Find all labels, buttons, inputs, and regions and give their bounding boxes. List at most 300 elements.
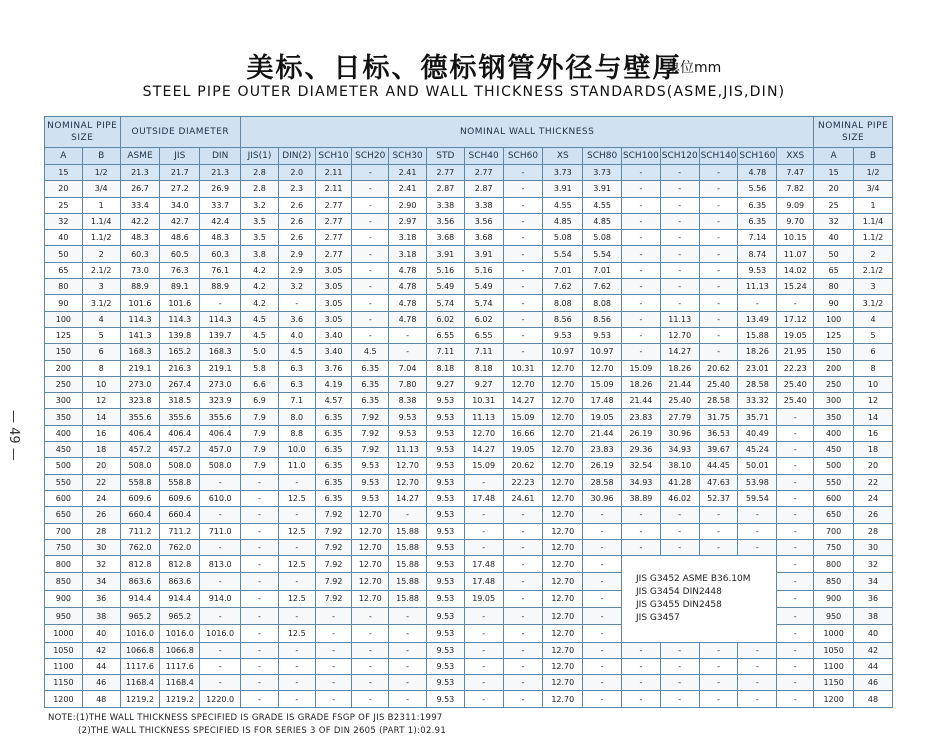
- table-cell: 267.4: [160, 376, 200, 392]
- table-cell: -: [315, 675, 352, 691]
- table-cell: -: [622, 344, 661, 360]
- table-cell: 21.44: [622, 393, 661, 409]
- table-cell: -: [503, 213, 543, 229]
- table-cell: 8: [854, 360, 893, 376]
- table-cell: 28: [82, 523, 120, 539]
- table-cell: -: [200, 642, 241, 658]
- table-cell: 300: [814, 393, 854, 409]
- table-cell: 44: [82, 658, 120, 674]
- table-cell: 139.7: [200, 327, 241, 343]
- table-cell: 12.5: [278, 523, 315, 539]
- table-cell: 60.5: [160, 246, 200, 262]
- table-cell: -: [583, 691, 622, 708]
- table-cell: 12.70: [464, 425, 503, 441]
- table-cell: -: [241, 642, 279, 658]
- table-cell: 800: [45, 556, 83, 573]
- table-cell: -: [389, 607, 427, 624]
- table-cell: 355.6: [160, 409, 200, 425]
- table-cell: 3.18: [389, 230, 427, 246]
- table-cell: 3.2: [241, 197, 279, 213]
- table-cell: -: [200, 607, 241, 624]
- table-cell: -: [660, 642, 699, 658]
- table-cell: 11.13: [738, 279, 777, 295]
- table-cell: 12.70: [543, 642, 583, 658]
- table-cell: -: [352, 213, 389, 229]
- table-cell: 26.9: [200, 181, 241, 197]
- table-cell: -: [503, 197, 543, 213]
- table-cell: 46: [854, 675, 893, 691]
- table-cell: 7.62: [543, 279, 583, 295]
- table-cell: 20.62: [699, 360, 738, 376]
- table-cell: 558.8: [160, 474, 200, 490]
- table-cell: -: [352, 197, 389, 213]
- table-cell: 25.40: [699, 376, 738, 392]
- table-cell: -: [503, 230, 543, 246]
- table-cell: 1050: [814, 642, 854, 658]
- table-cell: 34.93: [660, 442, 699, 458]
- table-cell: 9.53: [738, 262, 777, 278]
- table-cell: 3: [854, 279, 893, 295]
- table-cell: 8.18: [426, 360, 464, 376]
- table-cell: -: [241, 490, 279, 506]
- table-cell: 125: [814, 327, 854, 343]
- table-cell: 21.7: [160, 165, 200, 181]
- table-cell: -: [660, 181, 699, 197]
- table-row: [45, 507, 893, 523]
- table-cell: 38.89: [622, 490, 661, 506]
- table-cell: 2.0: [278, 165, 315, 181]
- table-cell: -: [200, 539, 241, 555]
- table-cell: 4.19: [315, 376, 352, 392]
- table-cell: 750: [814, 539, 854, 555]
- footnote-2: (2)THE WALL THICKNESS SPECIFIED IS FOR SERIES 3 OF DIN 2605 (PART 1):02.91: [78, 726, 447, 736]
- header-nominal-pipe-size-left: NOMINAL PIPE SIZE: [45, 117, 121, 148]
- table-cell: 14: [854, 409, 893, 425]
- table-cell: -: [315, 658, 352, 674]
- table-cell: -: [777, 539, 814, 555]
- column-header: A: [814, 148, 854, 165]
- table-cell: 12.70: [543, 474, 583, 490]
- table-row: [45, 376, 893, 392]
- table-cell: -: [352, 165, 389, 181]
- table-cell: -: [278, 607, 315, 624]
- table-cell: 21.3: [120, 165, 160, 181]
- table-cell: 16: [82, 425, 120, 441]
- standard-line: JIS G3452 ASME B36.10M: [636, 573, 751, 584]
- table-cell: -: [464, 625, 503, 642]
- table-cell: -: [738, 295, 777, 311]
- table-row: [45, 556, 893, 573]
- table-cell: -: [660, 262, 699, 278]
- table-cell: 32.54: [622, 458, 661, 474]
- table-cell: -: [777, 607, 814, 624]
- table-cell: 12.70: [543, 590, 583, 607]
- table-cell: 508.0: [120, 458, 160, 474]
- table-cell: -: [352, 675, 389, 691]
- table-cell: -: [583, 556, 622, 573]
- table-cell: -: [622, 246, 661, 262]
- table-cell: 355.6: [200, 409, 241, 425]
- table-row: [45, 658, 893, 674]
- table-cell: 609.6: [160, 490, 200, 506]
- table-cell: -: [699, 311, 738, 327]
- table-cell: 7.92: [315, 539, 352, 555]
- table-cell: 15.88: [389, 573, 427, 590]
- table-cell: -: [777, 556, 814, 573]
- table-cell: -: [278, 573, 315, 590]
- table-cell: 9.53: [426, 642, 464, 658]
- table-cell: 457.2: [160, 442, 200, 458]
- page-title-cn: 美标、日标、德标钢管外径与壁厚: [246, 53, 682, 84]
- table-cell: 42.4: [200, 213, 241, 229]
- table-cell: 6.35: [352, 360, 389, 376]
- table-cell: 7.9: [241, 409, 279, 425]
- table-row: [45, 425, 893, 441]
- table-cell: -: [352, 642, 389, 658]
- table-cell: 76.3: [160, 262, 200, 278]
- table-cell: 300: [45, 393, 83, 409]
- standards-box: [622, 556, 777, 642]
- table-cell: -: [699, 507, 738, 523]
- table-cell: -: [777, 691, 814, 708]
- table-cell: -: [777, 409, 814, 425]
- table-cell: 21.44: [583, 425, 622, 441]
- table-cell: 7.92: [315, 556, 352, 573]
- table-cell: 965.2: [160, 607, 200, 624]
- table-cell: 15.24: [777, 279, 814, 295]
- table-cell: -: [777, 625, 814, 642]
- table-cell: 32: [854, 556, 893, 573]
- table-cell: -: [503, 295, 543, 311]
- table-cell: -: [622, 675, 661, 691]
- standard-line: JIS G3455 DIN2458: [636, 599, 722, 610]
- table-cell: 750: [45, 539, 83, 555]
- table-cell: 4.85: [543, 213, 583, 229]
- table-cell: 12.70: [543, 625, 583, 642]
- table-cell: 48.3: [200, 230, 241, 246]
- table-cell: 2: [82, 246, 120, 262]
- table-cell: -: [622, 295, 661, 311]
- table-cell: -: [777, 642, 814, 658]
- column-header: SCH140: [699, 148, 738, 165]
- table-cell: 1200: [45, 691, 83, 708]
- table-cell: 406.4: [200, 425, 241, 441]
- column-header: SCH40: [464, 148, 503, 165]
- table-cell: 400: [814, 425, 854, 441]
- column-header: SCH160: [738, 148, 777, 165]
- table-cell: 14.27: [503, 393, 543, 409]
- table-cell: 9.27: [464, 376, 503, 392]
- table-cell: 3/4: [82, 181, 120, 197]
- table-cell: 1100: [45, 658, 83, 674]
- table-cell: 125: [45, 327, 83, 343]
- table-cell: 7.82: [777, 181, 814, 197]
- column-header: SCH20: [352, 148, 389, 165]
- table-cell: 50: [45, 246, 83, 262]
- table-cell: 863.6: [120, 573, 160, 590]
- table-cell: 14.27: [389, 490, 427, 506]
- table-cell: 650: [45, 507, 83, 523]
- table-cell: -: [503, 507, 543, 523]
- table-cell: -: [503, 181, 543, 197]
- table-cell: 812.8: [120, 556, 160, 573]
- table-cell: 14.02: [777, 262, 814, 278]
- table-cell: 9.53: [426, 556, 464, 573]
- table-cell: 2.77: [464, 165, 503, 181]
- table-cell: 762.0: [120, 539, 160, 555]
- table-cell: -: [389, 658, 427, 674]
- table-cell: -: [622, 691, 661, 708]
- table-cell: 9.53: [426, 539, 464, 555]
- table-cell: 31.75: [699, 409, 738, 425]
- table-cell: 100: [45, 311, 83, 327]
- table-row: [45, 197, 893, 213]
- table-cell: 12.70: [503, 376, 543, 392]
- table-cell: 216.3: [160, 360, 200, 376]
- table-cell: -: [699, 539, 738, 555]
- table-cell: 350: [814, 409, 854, 425]
- table-cell: 7.11: [464, 344, 503, 360]
- table-cell: -: [583, 675, 622, 691]
- table-cell: 450: [814, 442, 854, 458]
- table-cell: 250: [814, 376, 854, 392]
- table-cell: 38: [82, 607, 120, 624]
- table-cell: 6.35: [315, 442, 352, 458]
- table-cell: 2.11: [315, 181, 352, 197]
- table-cell: 1150: [45, 675, 83, 691]
- table-cell: 355.6: [120, 409, 160, 425]
- table-cell: 7.92: [315, 507, 352, 523]
- table-cell: 700: [814, 523, 854, 539]
- table-cell: -: [389, 344, 427, 360]
- table-cell: 7.92: [352, 409, 389, 425]
- table-cell: 1.1/2: [854, 230, 893, 246]
- table-cell: 1/2: [82, 165, 120, 181]
- column-header: SCH60: [503, 148, 543, 165]
- table-cell: 900: [45, 590, 83, 607]
- table-cell: 18.26: [738, 344, 777, 360]
- table-cell: 6.35: [315, 409, 352, 425]
- table-cell: 23.83: [622, 409, 661, 425]
- table-cell: 2.41: [389, 165, 427, 181]
- table-cell: 14: [82, 409, 120, 425]
- table-cell: 12.70: [543, 376, 583, 392]
- table-cell: 1100: [814, 658, 854, 674]
- table-cell: 3.91: [583, 181, 622, 197]
- table-cell: -: [464, 539, 503, 555]
- footnote-1: NOTE:(1)THE WALL THICKNESS SPECIFIED IS GRADE IS GRADE FSGP OF JIS B2311:1997: [48, 713, 443, 723]
- table-cell: 53.98: [738, 474, 777, 490]
- table-cell: 6.35: [315, 474, 352, 490]
- table-cell: -: [583, 607, 622, 624]
- table-cell: 250: [45, 376, 83, 392]
- table-cell: 9.53: [389, 409, 427, 425]
- table-cell: 914.0: [200, 590, 241, 607]
- table-cell: 2.87: [426, 181, 464, 197]
- table-cell: 5.74: [464, 295, 503, 311]
- table-cell: 100: [814, 311, 854, 327]
- column-header: DIN: [200, 148, 241, 165]
- table-cell: 7.80: [389, 376, 427, 392]
- table-row: [45, 295, 893, 311]
- table-cell: -: [352, 246, 389, 262]
- table-cell: 5.49: [464, 279, 503, 295]
- table-cell: 35.71: [738, 409, 777, 425]
- table-cell: 15.88: [389, 590, 427, 607]
- table-row: [45, 262, 893, 278]
- table-cell: 1168.4: [160, 675, 200, 691]
- table-cell: 558.8: [120, 474, 160, 490]
- table-cell: 15.09: [622, 360, 661, 376]
- table-cell: 711.2: [160, 523, 200, 539]
- table-cell: 1066.8: [160, 642, 200, 658]
- table-cell: 13.49: [738, 311, 777, 327]
- table-cell: -: [622, 507, 661, 523]
- table-cell: -: [389, 327, 427, 343]
- table-cell: -: [200, 295, 241, 311]
- table-row: [45, 393, 893, 409]
- table-cell: -: [699, 197, 738, 213]
- table-cell: -: [464, 523, 503, 539]
- table-cell: 21.95: [777, 344, 814, 360]
- table-row: [45, 474, 893, 490]
- table-cell: -: [464, 607, 503, 624]
- table-cell: 26.19: [583, 458, 622, 474]
- table-cell: 42: [82, 642, 120, 658]
- table-cell: 19.05: [583, 409, 622, 425]
- table-cell: 90: [45, 295, 83, 311]
- table-cell: -: [738, 507, 777, 523]
- table-cell: 23.83: [583, 442, 622, 458]
- table-cell: -: [503, 327, 543, 343]
- table-cell: 12.70: [352, 539, 389, 555]
- table-cell: 40: [814, 230, 854, 246]
- table-cell: 3.38: [426, 197, 464, 213]
- table-cell: 800: [814, 556, 854, 573]
- table-row: [45, 230, 893, 246]
- table-cell: 15.09: [503, 409, 543, 425]
- table-cell: 12.5: [278, 590, 315, 607]
- table-cell: 500: [814, 458, 854, 474]
- table-cell: 6.55: [426, 327, 464, 343]
- table-cell: 1.1/2: [82, 230, 120, 246]
- table-cell: 1219.2: [120, 691, 160, 708]
- table-cell: 4.78: [738, 165, 777, 181]
- table-cell: 5.74: [426, 295, 464, 311]
- table-cell: -: [278, 658, 315, 674]
- table-cell: 165.2: [160, 344, 200, 360]
- table-cell: 15: [45, 165, 83, 181]
- table-cell: 9.53: [426, 507, 464, 523]
- table-cell: 3.68: [426, 230, 464, 246]
- table-cell: 50.01: [738, 458, 777, 474]
- table-cell: 1/2: [854, 165, 893, 181]
- table-cell: 7.14: [738, 230, 777, 246]
- table-cell: 8.8: [278, 425, 315, 441]
- table-cell: 3.91: [426, 246, 464, 262]
- table-cell: 914.4: [160, 590, 200, 607]
- table-cell: -: [503, 539, 543, 555]
- table-cell: 400: [45, 425, 83, 441]
- table-cell: 406.4: [160, 425, 200, 441]
- table-cell: 711.0: [200, 523, 241, 539]
- table-cell: -: [464, 507, 503, 523]
- table-cell: -: [777, 523, 814, 539]
- table-cell: 9.53: [389, 425, 427, 441]
- table-cell: -: [660, 279, 699, 295]
- table-cell: 9.53: [426, 442, 464, 458]
- table-cell: 89.1: [160, 279, 200, 295]
- table-cell: 10.15: [777, 230, 814, 246]
- table-cell: 10: [82, 376, 120, 392]
- table-cell: -: [352, 658, 389, 674]
- table-cell: 7.01: [583, 262, 622, 278]
- table-cell: 17.48: [464, 573, 503, 590]
- table-cell: 219.1: [200, 360, 241, 376]
- header-nominal-wall-thickness: NOMINAL WALL THICKNESS: [241, 117, 814, 148]
- table-cell: 9.53: [426, 425, 464, 441]
- table-cell: 9.53: [426, 607, 464, 624]
- table-cell: 19.05: [503, 442, 543, 458]
- table-cell: -: [464, 474, 503, 490]
- table-cell: -: [278, 642, 315, 658]
- table-cell: 2.1/2: [854, 262, 893, 278]
- table-cell: 8.08: [543, 295, 583, 311]
- table-cell: 15.88: [389, 539, 427, 555]
- table-cell: 12.5: [278, 625, 315, 642]
- table-cell: 2.77: [315, 197, 352, 213]
- table-cell: -: [503, 279, 543, 295]
- page-title-en: STEEL PIPE OUTER DIAMETER AND WALL THICKNESS STANDARDS(ASME,JIS,DIN): [142, 84, 786, 100]
- table-cell: -: [503, 165, 543, 181]
- table-cell: 5.08: [543, 230, 583, 246]
- table-cell: 650: [814, 507, 854, 523]
- table-cell: 950: [814, 607, 854, 624]
- table-row: [45, 165, 893, 181]
- table-cell: 4.5: [352, 344, 389, 360]
- table-cell: 1150: [814, 675, 854, 691]
- table-cell: 1000: [814, 625, 854, 642]
- table-cell: 150: [814, 344, 854, 360]
- table-cell: -: [278, 295, 315, 311]
- table-cell: 7.92: [315, 573, 352, 590]
- table-cell: 4.55: [583, 197, 622, 213]
- table-cell: 5.54: [583, 246, 622, 262]
- table-cell: 12.70: [543, 393, 583, 409]
- table-cell: 32: [82, 556, 120, 573]
- table-cell: 6.3: [278, 360, 315, 376]
- table-cell: 850: [814, 573, 854, 590]
- table-cell: 32: [814, 213, 854, 229]
- table-cell: 36.53: [699, 425, 738, 441]
- column-header: STD: [426, 148, 464, 165]
- table-cell: 1000: [45, 625, 83, 642]
- table-cell: 1219.2: [160, 691, 200, 708]
- table-row: [45, 523, 893, 539]
- column-header: A: [45, 148, 83, 165]
- table-cell: -: [352, 607, 389, 624]
- table-cell: 550: [45, 474, 83, 490]
- table-cell: 11.13: [389, 442, 427, 458]
- table-cell: 12.70: [352, 507, 389, 523]
- column-header: SCH80: [583, 148, 622, 165]
- table-cell: 406.4: [120, 425, 160, 441]
- table-cell: 12.70: [543, 691, 583, 708]
- table-cell: 6.6: [241, 376, 279, 392]
- table-cell: 508.0: [160, 458, 200, 474]
- table-cell: 9.27: [426, 376, 464, 392]
- table-cell: 4.5: [241, 311, 279, 327]
